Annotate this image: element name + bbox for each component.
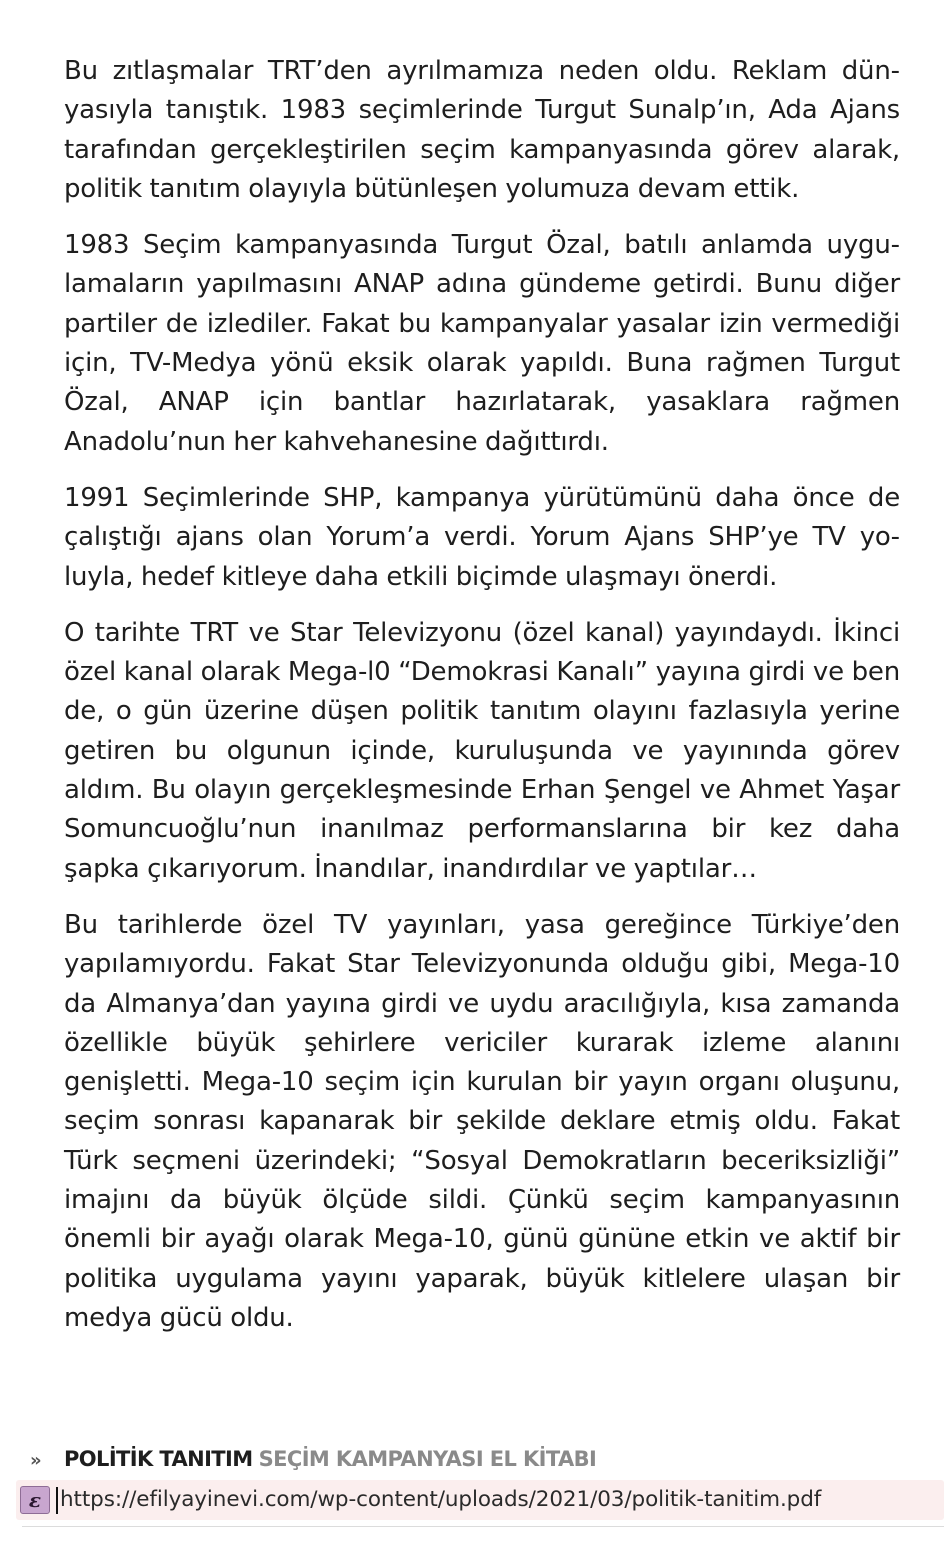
footer-title-bold: POLİTİK TANITIM	[64, 1447, 253, 1471]
chevron-right-icon: »	[30, 1450, 42, 1471]
running-footer	[30, 1444, 596, 1476]
paragraph: 1983 Seçim kampanyasında Turgut Özal, batılı anlamda uygulamaların yapılmasını ANAP adına gündeme getirdi. Bunu diğer partiler de izlediler. Fakat bu kampanyalar yasalar izin vermediği için, TV-Medya yönü eksik olarak yapıldı. Buna rağmen Turgut Özal, ANAP için bantlar hazırlatarak, yasaklara rağmen Anadolu’nun her kahvehanesine dağıttırdı.	[64, 230, 900, 457]
paragraph: Bu zıtlaşmalar TRT’den ayrılmamıza neden oldu. Reklam dünyasıyla tanıştık. 1983 seçimlerinde Turgut Sunalp’ın, Ada Ajans tarafından gerçekleştirilen seçim kampanyasında görev alarak, politik tanıtım olayıyla bütünleşen yolumuza devam ettik.	[64, 56, 900, 204]
paragraph: Bu tarihlerde özel TV yayınları, yasa gereğince Türkiye’den yapılamıyordu. Fakat Star Televizyonunda olduğu gibi, Mega-10 da Almanya’dan yayına girdi ve uydu aracılığıyla, kısa zamanda özellikle büyük şehirlere vericiler kurarak izleme alanını genişletti. Mega-10 seçim için kurulan bir yayın organı oluşunu, seçim sonrası kapanarak bir şekilde deklare etmiş oldu. Fakat Türk seçmeni üzerindeki; “Sosyal Demokratların beceriksizliği” imajını da büyük ölçüde sildi. Çünkü seçim kampanyasının önemli bir ayağı olarak Mega-10, günü gününe etkin ve aktif bir politika uygulama yayını yaparak, büyük kitlelere ulaşan bir medya gücü oldu.	[64, 909, 900, 1333]
quill-pen-icon: ɛ	[20, 1486, 50, 1514]
divider	[22, 1526, 944, 1527]
url-link[interactable]: https://efilyayinevi.com/wp-content/uploads/2021/03/politik-tanitim.pdf	[60, 1487, 822, 1512]
paragraph: O tarihte TRT ve Star Televizyonu (özel kanal) yayındaydı. İkinci özel kanal olarak Mega-l0 “Demokrasi Kanalı” yayına girdi ve ben de, o gün üzerine düşen politik tanıtım olayını fazlasıyla yerine getiren bu olgunun içinde, kuruluşunda ve yayınında görev aldım. Bu olayın gerçekleşmesinde Erhan Şengel ve Ahmet Yaşar Somuncuoğlu’nun inanılmaz performanslarına bir kez daha şapka çıkarıyorum. İnandılar, inandırdılar ve yaptılar…	[64, 617, 900, 884]
body-text	[64, 52, 900, 1355]
footer-title-light: SEÇİM KAMPANYASI EL KİTABI	[258, 1447, 597, 1471]
paragraph: 1991 Seçimlerinde SHP, kampanya yürütümünü daha önce de çalıştığı ajans olan Yorum’a verdi. Yorum Ajans SHP’ye TV yoluyla, hedef kitleye daha etkili biçimde ulaşmayı önerdi.	[64, 482, 900, 592]
text-cursor	[56, 1487, 58, 1514]
url-bar[interactable]	[16, 1480, 944, 1520]
